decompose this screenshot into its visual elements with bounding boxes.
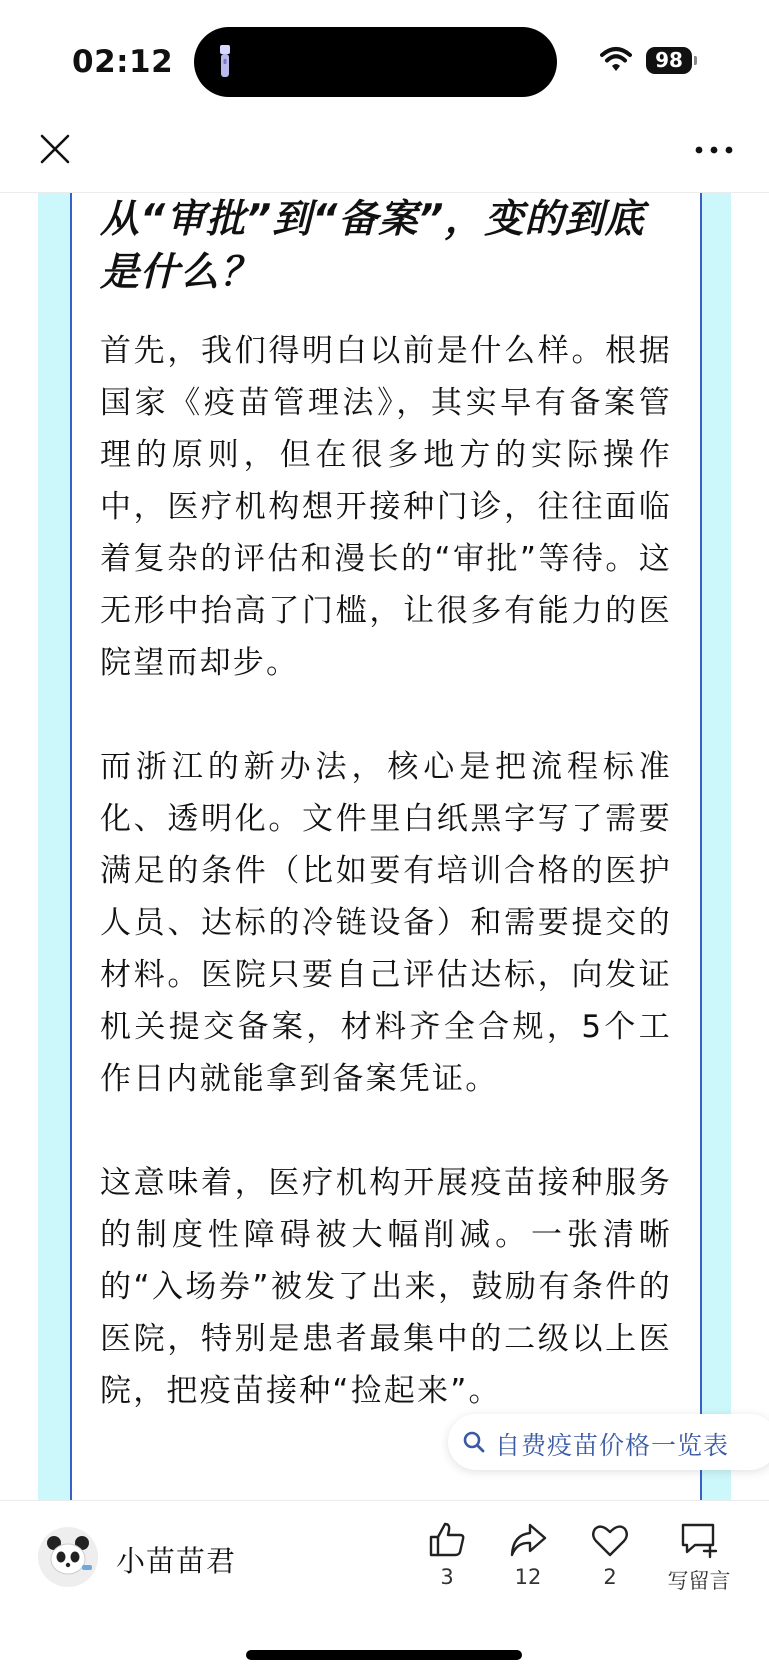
related-search-pill[interactable] xyxy=(448,1414,769,1470)
share-arrow-icon xyxy=(508,1521,548,1559)
related-search-label: 自费疫苗价格一览表 xyxy=(495,1431,730,1460)
bottom-toolbar xyxy=(0,1500,769,1671)
heart-icon xyxy=(590,1521,630,1559)
dynamic-island xyxy=(194,27,557,97)
write-comment-label: 写留言 xyxy=(667,1569,731,1593)
battery-level: 98 xyxy=(655,48,683,72)
share-count: 12 xyxy=(514,1565,542,1589)
author-avatar[interactable] xyxy=(38,1527,98,1587)
article-body xyxy=(100,325,672,1469)
article-paragraph: 首先，我们得明白以前是什么样。根据国家《疫苗管理法》，其实早有备案管理的原则，但在很多地方的实际操作中，医疗机构想开接种门诊，往往面临着复杂的评估和漫长的“审批”等待。这无形中抬高了门槛，让很多有能力的医院望而却步。 xyxy=(100,333,672,681)
article-paragraph: 而浙江的新办法，核心是把流程标准化、透明化。文件里白纸黑字写了需要满足的条件（比如要有培训合格的医护人员、达标的冷链设备）和需要提交的材料。医院只要自己评估达标，向发证机关提交备案，材料齐全合规，5个工作日内就能拿到备案凭证。 xyxy=(100,749,672,1097)
article-paragraph: 这意味着，医疗机构开展疫苗接种服务的制度性障碍被大幅削减。一张清晰的“入场券”被发了出来，鼓励有条件的医院，特别是患者最集中的二级以上医院，把疫苗接种“捡起来”。 xyxy=(100,1165,672,1409)
like-button[interactable] xyxy=(407,1521,487,1589)
status-time: 02:12 xyxy=(72,44,174,80)
nav-bar xyxy=(0,120,769,193)
article-content[interactable] xyxy=(0,193,769,1500)
battery-cap xyxy=(694,56,697,65)
close-icon[interactable] xyxy=(38,132,72,166)
write-comment-button[interactable] xyxy=(653,1521,745,1595)
like-count: 3 xyxy=(440,1565,454,1589)
home-indicator[interactable] xyxy=(246,1650,522,1660)
favorite-button[interactable] xyxy=(570,1521,650,1589)
panda-avatar-icon xyxy=(38,1527,98,1587)
thumbs-up-icon xyxy=(427,1521,467,1559)
search-icon xyxy=(462,1430,486,1454)
share-button[interactable] xyxy=(488,1521,568,1589)
status-bar xyxy=(0,0,769,120)
article-heading: 从“审批”到“备案”，变的到底是什么？ xyxy=(100,197,645,295)
author-name[interactable]: 小苗苗君 xyxy=(116,1544,237,1578)
favorite-count: 2 xyxy=(603,1565,617,1589)
more-icon[interactable] xyxy=(692,138,736,162)
wifi-icon xyxy=(600,46,632,72)
battery-icon xyxy=(646,47,692,74)
comment-add-icon xyxy=(678,1521,720,1559)
flashlight-icon xyxy=(216,43,234,81)
